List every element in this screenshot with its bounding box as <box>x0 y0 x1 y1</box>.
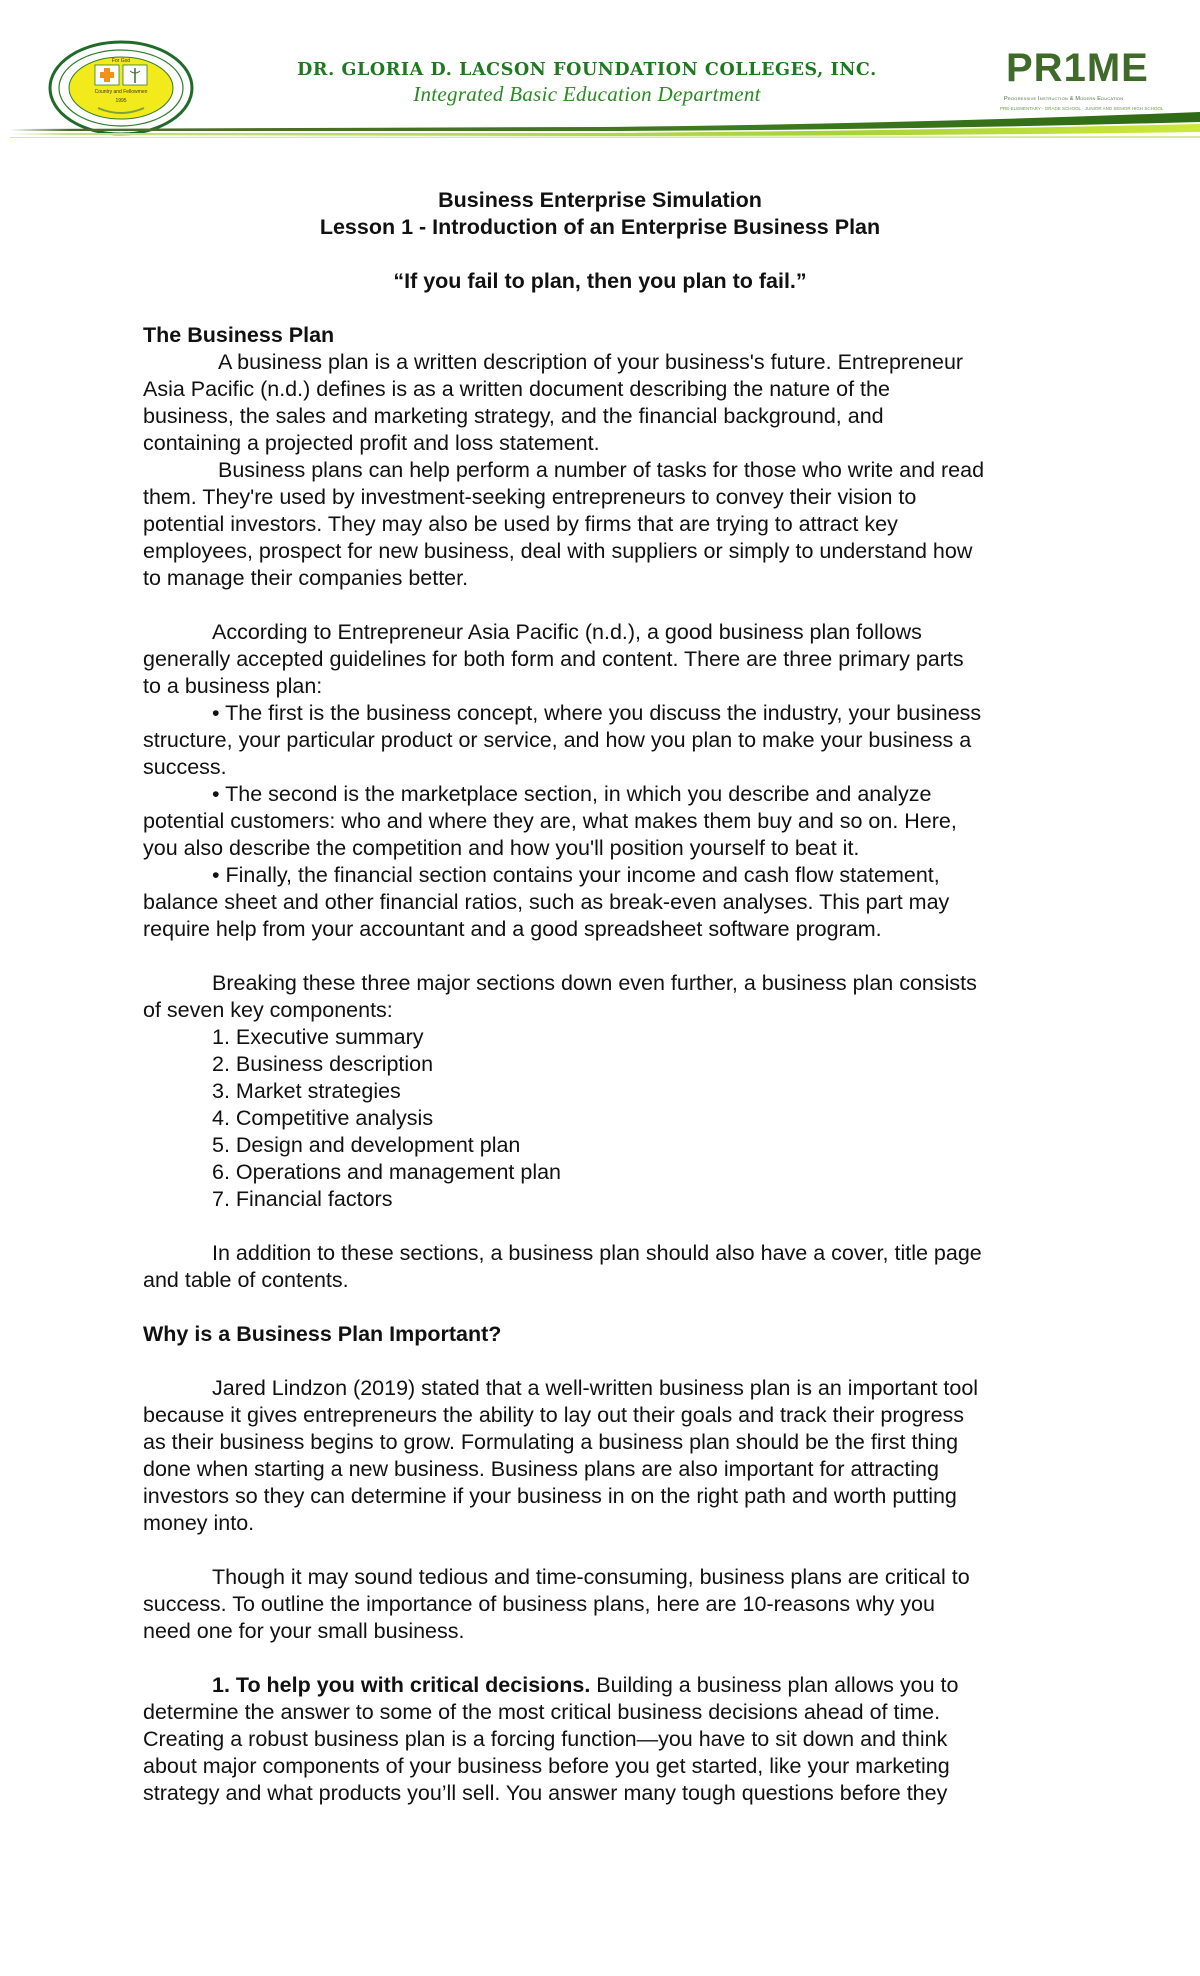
header-swoosh-divider <box>0 112 1200 146</box>
paragraph-line: money into. <box>143 1511 255 1535</box>
bullet-item-line: you also describe the competition and how you'll position yourself to beat it. <box>143 836 860 860</box>
paragraph-line: success. To outline the importance of business plans, here are 10-reasons why you <box>143 1592 935 1616</box>
paragraph-line: to a business plan: <box>143 674 323 698</box>
prime-logo <box>1000 46 1180 118</box>
paragraph-line: containing a projected profit and loss statement. <box>143 431 600 455</box>
paragraph-line: investors so they can determine if your business in on the right path and worth putting <box>143 1484 957 1508</box>
paragraph-line: generally accepted guidelines for both form and content. There are three primary parts <box>143 647 964 671</box>
bullet-item-line: balance sheet and other financial ratios, such as break-even analyses. This part may <box>143 890 950 914</box>
bullet-item-line: • Finally, the financial section contains your income and cash flow statement, <box>212 863 940 887</box>
paragraph-line: Business plans can help perform a number of tasks for those who write and read <box>218 458 985 482</box>
seal-motto-bottom: Country and Fellowmen <box>94 89 148 95</box>
institution-name: DR. GLORIA D. LACSON FOUNDATION COLLEGES, INC. <box>297 60 877 80</box>
bullet-item-line: structure, your particular product or service, and how you plan to make your business a <box>143 728 972 752</box>
document-title: Business Enterprise Simulation <box>438 188 762 212</box>
paragraph-line: employees, prospect for new business, deal with suppliers or simply to understand how <box>143 539 973 563</box>
paragraph-line: because it gives entrepreneurs the ability to lay out their goals and track their progress <box>143 1403 965 1427</box>
paragraph-line: determine the answer to some of the most critical business decisions ahead of time. <box>143 1700 941 1724</box>
component-list-item: 1. Executive summary <box>212 1025 424 1049</box>
paragraph-line: Creating a robust business plan is a forcing function—you have to sit down and think <box>143 1727 948 1751</box>
component-list-item: 7. Financial factors <box>212 1187 393 1211</box>
paragraph-line: Breaking these three major sections down even further, a business plan consists <box>212 971 977 995</box>
prime-levels: PRE-ELEMENTARY · GRADE SCHOOL · JUNIOR AND SENIOR HIGH SCHOOL <box>1000 106 1164 111</box>
seal-year: 1995 <box>115 98 127 104</box>
prime-wordmark: PR1ME <box>1006 46 1149 90</box>
paragraph-line: Jared Lindzon (2019) stated that a well-written business plan is an important tool <box>212 1376 979 1400</box>
paragraph-line: about major components of your business before you get started, like your marketing <box>143 1754 950 1778</box>
reason-1-first-line <box>212 1672 958 1699</box>
component-list-item: 2. Business description <box>212 1052 434 1076</box>
paragraph-line: business, the sales and marketing strategy, and the financial background, and <box>143 404 884 428</box>
reason-1-title: 1. To help you with critical decisions. <box>212 1673 591 1697</box>
component-list-item: 3. Market strategies <box>212 1079 401 1103</box>
paragraph-line: Asia Pacific (n.d.) defines is as a written document describing the nature of the <box>143 377 890 401</box>
paragraph-line: strategy and what products you’ll sell. You answer many tough questions before they <box>143 1781 948 1805</box>
component-list-item: 4. Competitive analysis <box>212 1106 434 1130</box>
document-quote: “If you fail to plan, then you plan to fail.” <box>393 269 807 293</box>
paragraph-line: as their business begins to grow. Formulating a business plan should be the first thing <box>143 1430 959 1454</box>
section-heading-importance: Why is a Business Plan Important? <box>143 1322 502 1346</box>
bullet-item-line: success. <box>143 755 227 779</box>
prime-tagline: Progressive Instruction & Modern Education <box>1004 96 1124 102</box>
paragraph-line: and table of contents. <box>143 1268 349 1292</box>
component-list-item: 6. Operations and management plan <box>212 1160 562 1184</box>
bullet-item-line: require help from your accountant and a good spreadsheet software program. <box>143 917 882 941</box>
paragraph-line: A business plan is a written description of your business's future. Entrepreneur <box>218 350 964 374</box>
section-heading-business-plan: The Business Plan <box>143 323 335 347</box>
paragraph-line: to manage their companies better. <box>143 566 469 590</box>
department-name: Integrated Basic Education Department <box>413 82 761 106</box>
paragraph-line: of seven key components: <box>143 998 393 1022</box>
reason-1-text: Building a business plan allows you to <box>590 1673 959 1697</box>
paragraph-line: Though it may sound tedious and time-consuming, business plans are critical to <box>212 1565 970 1589</box>
paragraph-line: In addition to these sections, a business plan should also have a cover, title page <box>212 1241 982 1265</box>
component-list-item: 5. Design and development plan <box>212 1133 521 1157</box>
paragraph-line: done when starting a new business. Business plans are also important for attracting <box>143 1457 939 1481</box>
bullet-item-line: • The first is the business concept, where you discuss the industry, your business <box>212 701 982 725</box>
seal-motto-top: For God <box>111 58 131 64</box>
bullet-item-line: potential customers: who and where they are, what makes them buy and so on. Here, <box>143 809 957 833</box>
paragraph-line: them. They're used by investment-seeking entrepreneurs to convey their vision to <box>143 485 917 509</box>
paragraph-line: need one for your small business. <box>143 1619 465 1643</box>
document-subtitle: Lesson 1 - Introduction of an Enterprise Business Plan <box>319 215 881 239</box>
letterhead <box>0 0 1200 150</box>
bullet-item-line: • The second is the marketplace section, in which you describe and analyze <box>212 782 932 806</box>
paragraph-line: potential investors. They may also be used by firms that are trying to attract key <box>143 512 898 536</box>
paragraph-line: According to Entrepreneur Asia Pacific (n.d.), a good business plan follows <box>212 620 922 644</box>
